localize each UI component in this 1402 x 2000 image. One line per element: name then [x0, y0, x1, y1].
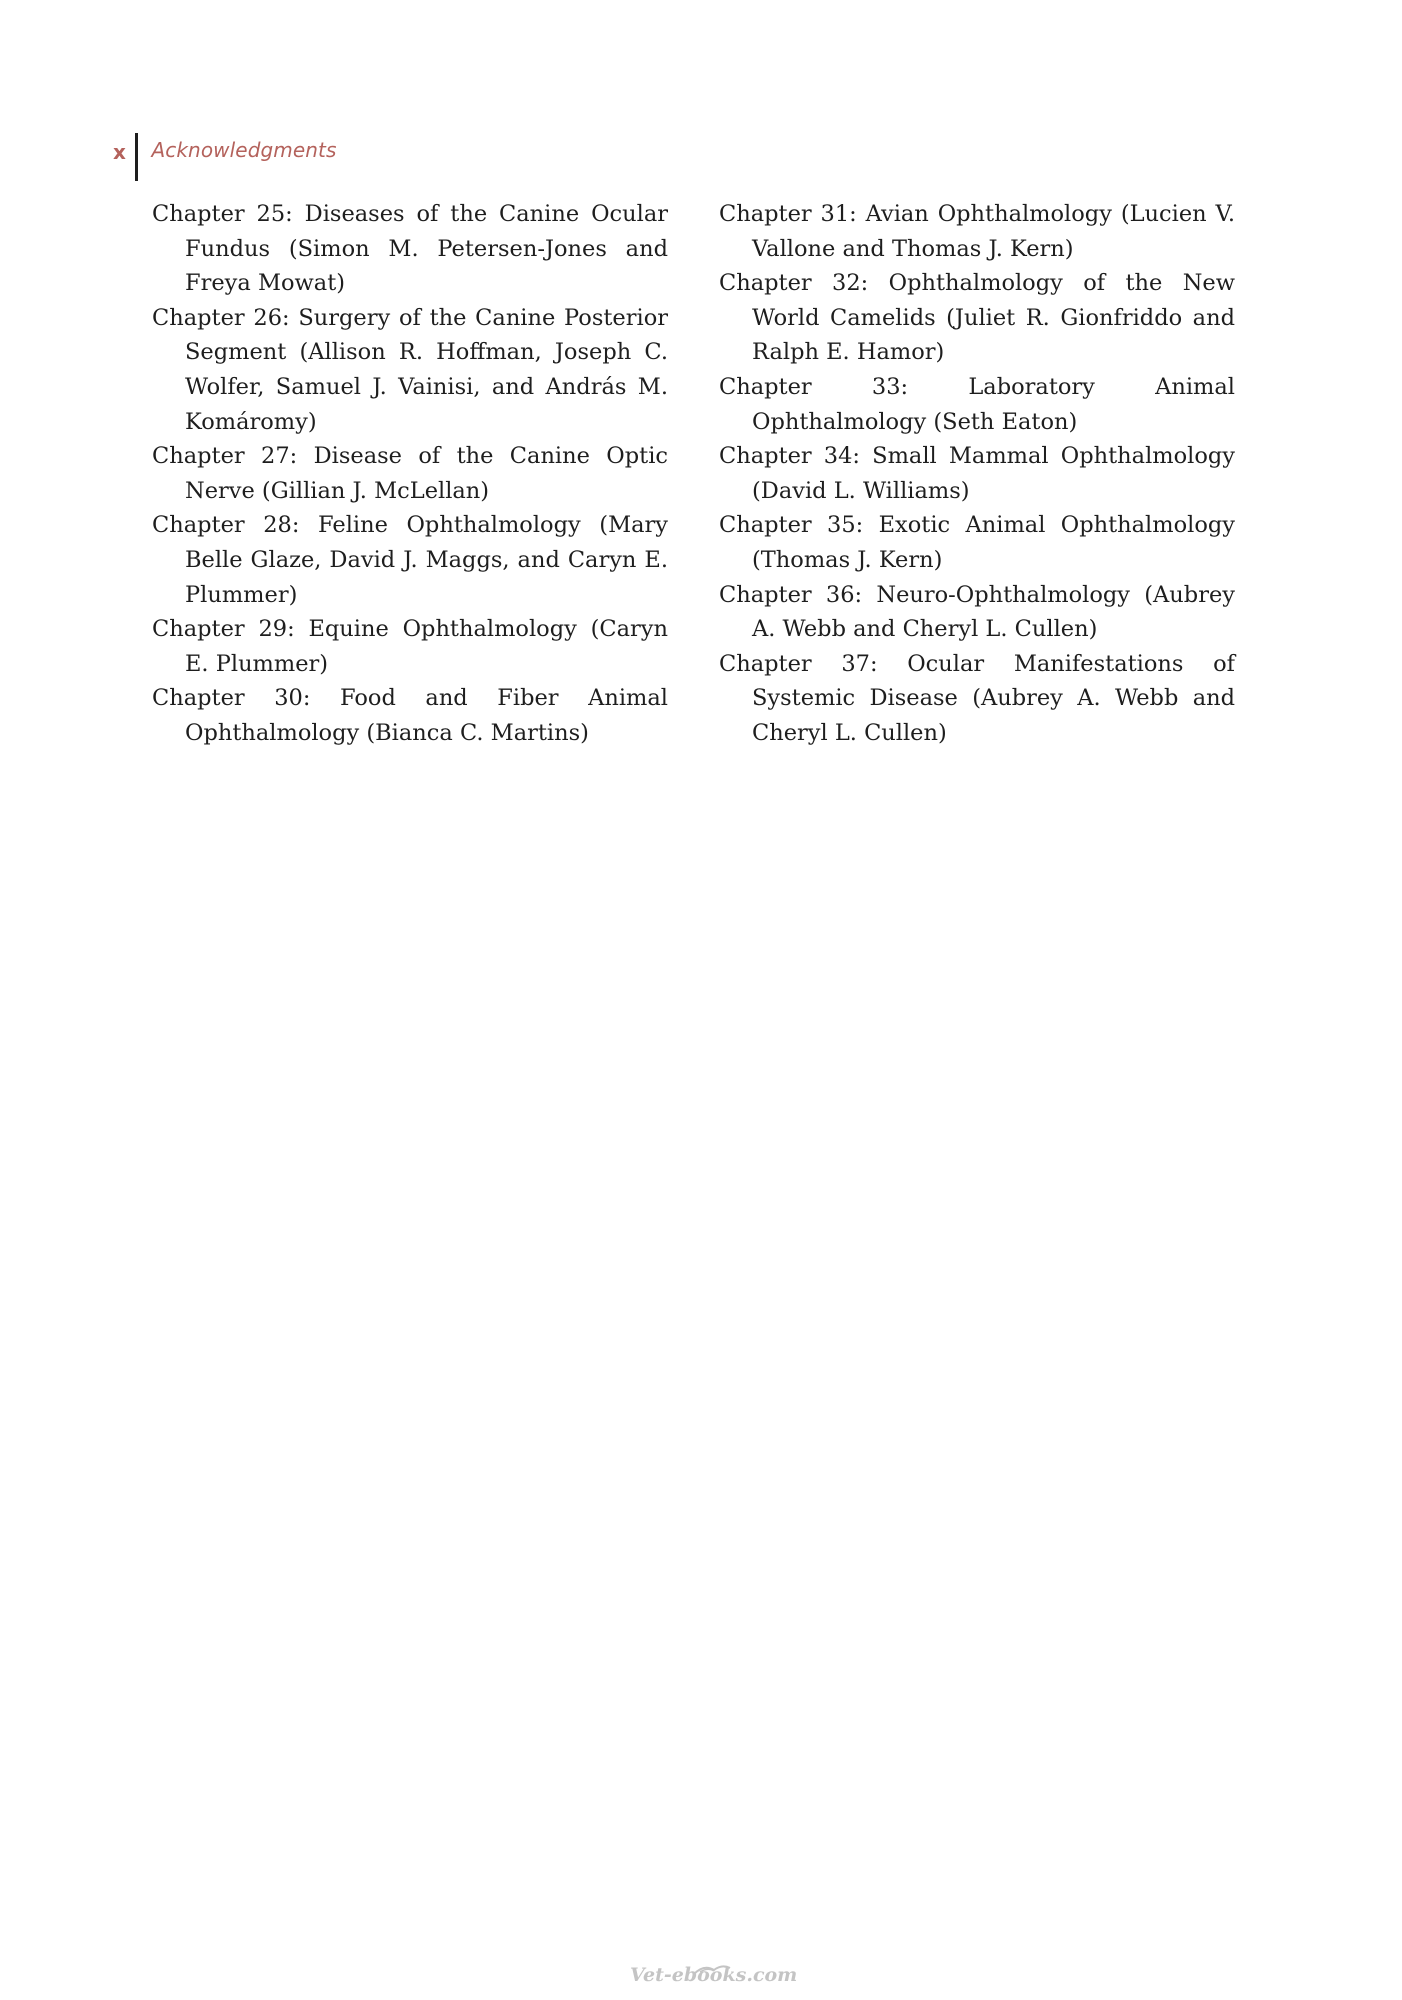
- chapter-entry-31: Chapter 31: Avian Ophthalmology (Lucien V. Vallone and Thomas J. Kern): [719, 201, 1235, 262]
- chapter-entry-37: Chapter 37: Ocular Manifestations of Systemic Disease (Aubrey A. Webb and Cheryl L. Cullen): [719, 650, 1235, 746]
- chapter-entry-30: Chapter 30: Food and Fiber Animal Ophthalmology (Bianca C. Martins): [152, 685, 668, 746]
- chapter-entry-33: Chapter 33: Laboratory Animal Ophthalmology (Seth Eaton): [719, 373, 1235, 435]
- chapter-entry-35: Chapter 35: Exotic Animal Ophthalmology (Thomas J. Kern): [719, 512, 1235, 573]
- running-title: Acknowledgments: [151, 138, 337, 162]
- chapter-entry-34: Chapter 34: Small Mammal Ophthalmology (David L. Williams): [719, 443, 1235, 504]
- running-head: [113, 133, 337, 183]
- chapter-entry-25: Chapter 25: Diseases of the Canine Ocular Fundus (Simon M. Petersen-Jones and Freya Mowat): [152, 201, 668, 297]
- watermark-text: Vet-ebooks.com: [630, 1964, 798, 1986]
- page-number: x: [113, 140, 126, 164]
- book-swoosh-icon: [692, 1962, 732, 1976]
- header-divider: [135, 133, 138, 181]
- watermark-logo: [630, 1962, 798, 1988]
- chapter-entry-36: Chapter 36: Neuro-Ophthalmology (Aubrey A. Webb and Cheryl L. Cullen): [719, 581, 1235, 643]
- chapter-entry-28: Chapter 28: Feline Ophthalmology (Mary Belle Glaze, David J. Maggs, and Caryn E. Plummer): [152, 512, 668, 608]
- chapter-entry-29: Chapter 29: Equine Ophthalmology (Caryn E. Plummer): [152, 616, 668, 677]
- left-column: [152, 197, 668, 751]
- right-column: [719, 197, 1235, 751]
- chapter-entry-32: Chapter 32: Ophthalmology of the New World Camelids (Juliet R. Gionfriddo and Ralph E. Hamor): [719, 270, 1235, 366]
- chapter-entry-27: Chapter 27: Disease of the Canine Optic Nerve (Gillian J. McLellan): [152, 443, 668, 504]
- chapter-entry-26: Chapter 26: Surgery of the Canine Posterior Segment (Allison R. Hoffman, Joseph C. Wolfer, Samuel J. Vainisi, and András M. Komáromy): [152, 304, 668, 435]
